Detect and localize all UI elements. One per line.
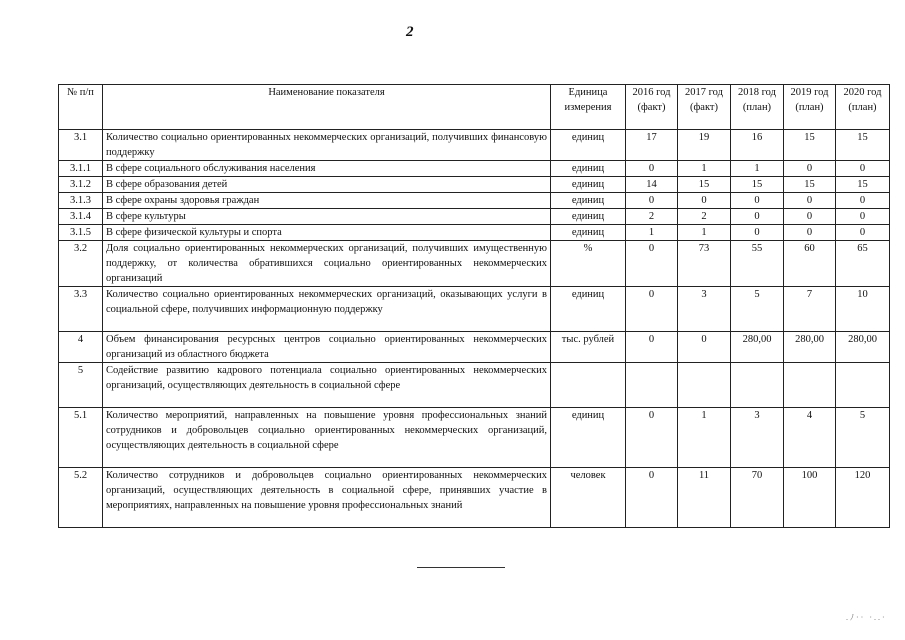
table-header-row [59,85,890,130]
row-value: 0 [836,193,890,209]
header-name: Наименование показателя [103,85,551,130]
row-value: 0 [626,241,678,287]
row-value: 0 [784,161,836,177]
handwritten-mark: .ﾉ·· ·..· [846,613,887,622]
row-value: 55 [731,241,784,287]
table-row [59,363,890,408]
row-name: Количество социально ориентированных некоммерческих организаций, получивших финансовую поддержку [103,130,551,161]
row-value: 5 [731,287,784,332]
row-unit: единиц [551,161,626,177]
row-value: 16 [731,130,784,161]
row-unit: единиц [551,193,626,209]
row-name: Доля социально ориентированных некоммерческих организаций, получивших имущественную поддержку, от количества обратившихся социально ориентированных некоммерческих организаций [103,241,551,287]
row-value: 280,00 [784,332,836,363]
row-value: 0 [836,161,890,177]
row-value: 0 [784,225,836,241]
header-year-2018: 2018 год (план) [731,85,784,130]
row-unit: % [551,241,626,287]
row-name: В сфере физической культуры и спорта [103,225,551,241]
row-value: 0 [626,332,678,363]
row-num: 3.1 [59,130,103,161]
row-num: 3.1.2 [59,177,103,193]
header-num: № п/п [59,85,103,130]
row-value: 10 [836,287,890,332]
row-value: 19 [678,130,731,161]
page-number: 2 [406,24,414,40]
table-row [59,287,890,332]
row-value: 2 [678,209,731,225]
row-unit: единиц [551,130,626,161]
row-value: 0 [731,225,784,241]
row-value [678,363,731,408]
row-value: 4 [784,408,836,468]
row-num: 3.1.3 [59,193,103,209]
row-unit: единиц [551,209,626,225]
table-row [59,332,890,363]
table-row [59,193,890,209]
row-value: 0 [678,193,731,209]
row-name: В сфере культуры [103,209,551,225]
end-rule [417,567,505,568]
row-value: 0 [626,468,678,528]
row-value: 2 [626,209,678,225]
row-value: 0 [731,193,784,209]
row-value: 7 [784,287,836,332]
header-year-2016: 2016 год (факт) [626,85,678,130]
row-value: 100 [784,468,836,528]
row-name: Количество мероприятий, направленных на повышение уровня профессиональных знаний сотрудников и добровольцев социально ориентированных некоммерческих организаций, осуществляющих деятельность в социальной сфере [103,408,551,468]
row-value: 0 [731,209,784,225]
row-value: 0 [626,287,678,332]
row-value: 120 [836,468,890,528]
row-value: 280,00 [836,332,890,363]
row-num: 3.2 [59,241,103,287]
row-value: 0 [626,408,678,468]
row-value: 0 [784,209,836,225]
header-unit: Единица измерения [551,85,626,130]
row-unit: тыс. рублей [551,332,626,363]
row-value: 1 [678,161,731,177]
row-value: 280,00 [731,332,784,363]
header-year-2019: 2019 год (план) [784,85,836,130]
header-year-2017: 2017 год (факт) [678,85,731,130]
row-num: 4 [59,332,103,363]
row-value: 3 [678,287,731,332]
table-row [59,468,890,528]
table-row [59,161,890,177]
row-value: 15 [836,130,890,161]
row-value: 15 [784,177,836,193]
row-unit: единиц [551,225,626,241]
row-value: 1 [678,408,731,468]
row-unit [551,363,626,408]
row-value: 73 [678,241,731,287]
row-name: В сфере образования детей [103,177,551,193]
row-unit: единиц [551,287,626,332]
row-value: 0 [678,332,731,363]
table-row [59,209,890,225]
row-value: 11 [678,468,731,528]
row-value: 17 [626,130,678,161]
row-value: 0 [836,209,890,225]
row-value [731,363,784,408]
row-value [836,363,890,408]
row-value: 1 [678,225,731,241]
row-unit: человек [551,468,626,528]
row-value: 65 [836,241,890,287]
table-row [59,177,890,193]
row-num: 3.1.4 [59,209,103,225]
table-row [59,241,890,287]
row-value: 5 [836,408,890,468]
row-value: 15 [836,177,890,193]
row-value: 15 [678,177,731,193]
row-name: В сфере охраны здоровья граждан [103,193,551,209]
row-name: Количество социально ориентированных некоммерческих организаций, оказывающих услуги в социальной сфере, получивших информационную поддержку [103,287,551,332]
row-value: 0 [626,193,678,209]
row-value: 0 [784,193,836,209]
row-value: 0 [836,225,890,241]
row-value: 3 [731,408,784,468]
row-value [626,363,678,408]
table-row [59,130,890,161]
row-num: 5.2 [59,468,103,528]
row-value: 1 [626,225,678,241]
header-year-2020: 2020 год (план) [836,85,890,130]
row-num: 3.3 [59,287,103,332]
row-name: В сфере социального обслуживания населения [103,161,551,177]
indicators-table [58,84,890,528]
row-unit: единиц [551,408,626,468]
row-num: 3.1.1 [59,161,103,177]
row-value: 1 [731,161,784,177]
row-num: 5 [59,363,103,408]
row-num: 5.1 [59,408,103,468]
row-value: 15 [784,130,836,161]
row-value: 60 [784,241,836,287]
row-name: Объем финансирования ресурсных центров социально ориентированных некоммерческих организаций из областного бюджета [103,332,551,363]
row-num: 3.1.5 [59,225,103,241]
table-row [59,225,890,241]
row-value: 14 [626,177,678,193]
row-value: 15 [731,177,784,193]
row-unit: единиц [551,177,626,193]
row-name: Содействие развитию кадрового потенциала социально ориентированных некоммерческих организаций, осуществляющих деятельность в социальной сфере [103,363,551,408]
table-row [59,408,890,468]
row-value: 70 [731,468,784,528]
table-body [59,130,890,528]
row-value: 0 [626,161,678,177]
row-name: Количество сотрудников и добровольцев социально ориентированных некоммерческих организаций, осуществляющих деятельность в социальной сфере, принявших участие в мероприятиях, направленных на повышение уровня профессиональных знаний [103,468,551,528]
row-value [784,363,836,408]
